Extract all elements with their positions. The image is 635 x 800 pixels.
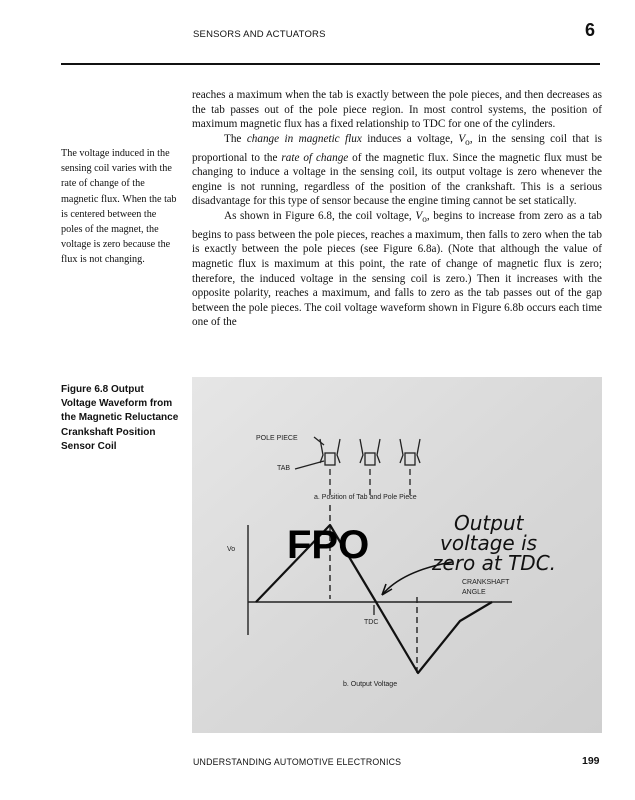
tdc-label: TDC bbox=[364, 619, 379, 626]
figure-6-8 bbox=[192, 377, 602, 733]
chapter-number: 6 bbox=[585, 20, 596, 40]
paragraph-1: reaches a maximum when the tab is exactly between the pole pieces, and then decreases as the tab passes out of the pole piece region. In most control systems, the position of maximum magnetic flux has a fixed relationship to TDC for one of the cylinders. bbox=[192, 89, 602, 131]
p3-voltage-subscript: o bbox=[422, 215, 427, 226]
pole-piece-label: POLE PIECE bbox=[256, 435, 298, 442]
p2-voltage-subscript: o bbox=[465, 138, 470, 149]
running-header: SENSORS AND ACTUATORS bbox=[193, 29, 326, 40]
p2-term-change-in-flux: change in magnetic flux bbox=[246, 132, 362, 145]
subcaption-a: a. Position of Tab and Pole Piece bbox=[314, 494, 417, 501]
handwritten-note-line2: voltage is bbox=[440, 531, 538, 555]
paragraph-3 bbox=[192, 209, 602, 330]
handwritten-note-line3: zero at TDC. bbox=[432, 551, 557, 575]
crankshaft-label-line1: CRANKSHAFT bbox=[462, 579, 510, 586]
footer-book-title: UNDERSTANDING AUTOMOTIVE ELECTRONICS bbox=[193, 757, 402, 767]
handwritten-note-line1: Output bbox=[454, 511, 524, 535]
p2-text-start: The bbox=[224, 132, 247, 145]
body-text bbox=[192, 88, 602, 330]
p3-text-start: As shown in Figure 6.8, the coil voltage, bbox=[224, 209, 416, 222]
header-rule bbox=[61, 63, 600, 65]
fpo-stamp: FPO bbox=[287, 523, 370, 567]
margin-note: The voltage induced in the sensing coil varies with the rate of change of the magnetic flux. When the tab is centered between the poles of the magnet, the voltage is zero because the flux is not changing. bbox=[61, 148, 177, 266]
p2-text-mid2: , in the sensing coil that is proportional to the bbox=[192, 132, 602, 164]
p3-voltage-symbol: V bbox=[415, 209, 423, 222]
p3-text-end: , begins to increase from zero as a tab begins to pass between the pole pieces, reaches a maximum, then falls to zero when the tab is exactly between the pole pieces (see Figure 6.8a). (Note that although the value of magnetic flux is maximum at this point, the rate of change of magnetic flux is zero; therefore, the induced voltage in the sensing coil is zero.) Then it increases with the opposite polarity, reaches a maximum, and falls to zero as the tab passes out of the gap between the pole pieces. The coil voltage waveform shown in Figure 6.8b occurs each time one of the bbox=[192, 209, 602, 329]
p2-text-mid1: induces a voltage, bbox=[361, 132, 459, 145]
tab-label: TAB bbox=[277, 465, 291, 472]
p2-text-end: of the magnetic flux. Since the magnetic flux must be changing to induce a voltage in the sensing coil, its output voltage is zero whenever the engine is not running, regardless of the position of the crankshaft. This is a serious disadvantage for this type of sensor because the engine timing cannot be set statically. bbox=[192, 151, 603, 208]
p2-term-rate-of-change: rate of change bbox=[281, 151, 349, 164]
paragraph-2 bbox=[192, 132, 602, 209]
crankshaft-label-line2: ANGLE bbox=[462, 589, 486, 596]
figure-caption: Figure 6.8 Output Voltage Waveform from the Magnetic Reluctance Crankshaft Position Sensor Coil bbox=[61, 384, 179, 452]
figure-drawing bbox=[192, 377, 602, 733]
subcaption-b: b. Output Voltage bbox=[343, 681, 398, 688]
y-axis-label: Vo bbox=[227, 546, 236, 553]
page-number: 199 bbox=[582, 755, 600, 767]
p2-voltage-symbol: V bbox=[458, 132, 466, 145]
